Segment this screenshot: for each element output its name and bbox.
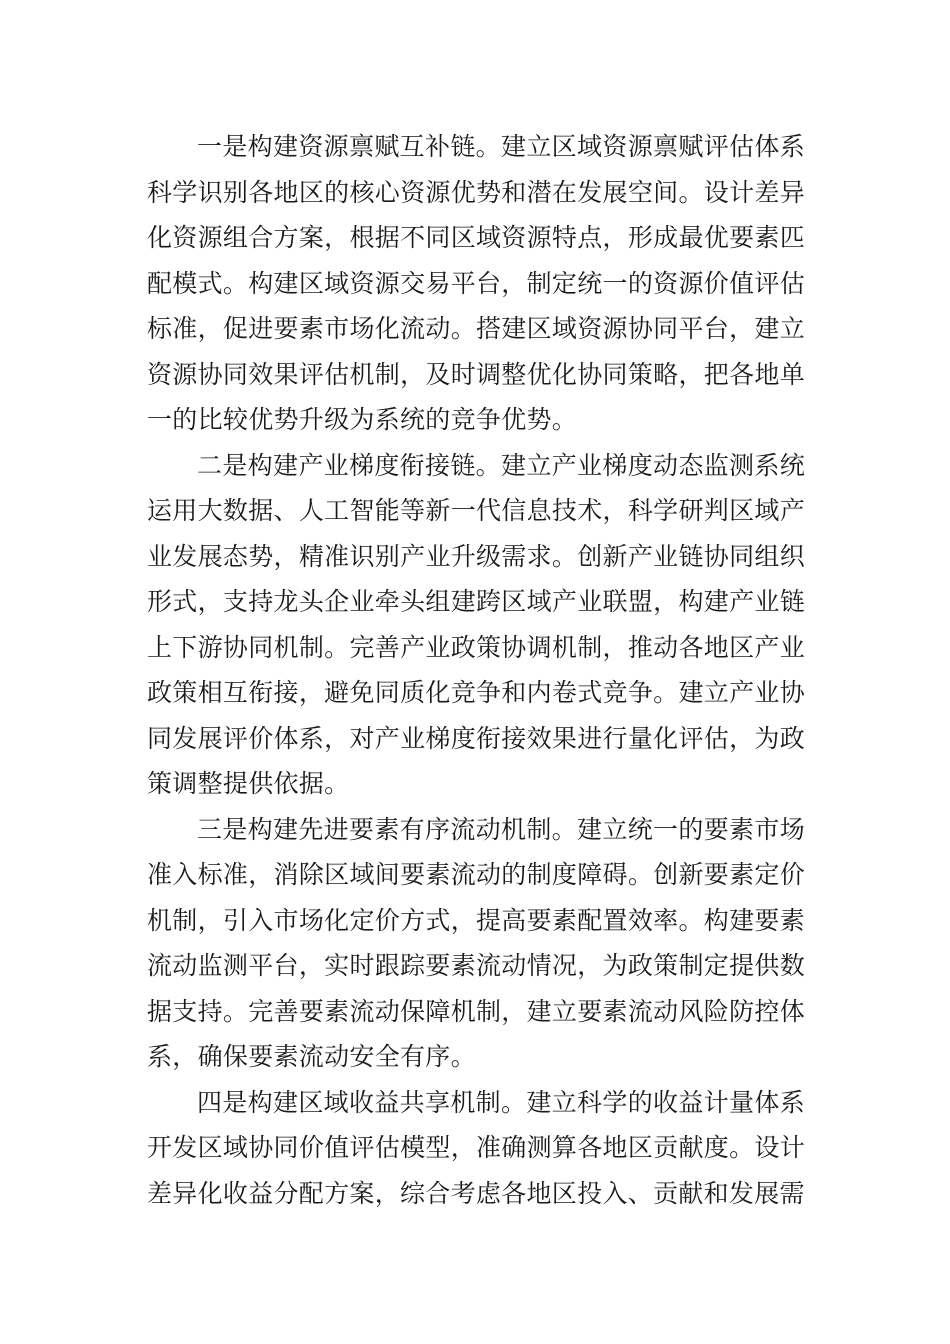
paragraph-benefit-sharing: 四是构建区域收益共享机制。建立科学的收益计量体系开发区域协同价值评估模型，准确测算各地区贡献度。设计差异化收益分配方案，综合考虑各地区投入、贡献和发展需 (147, 1087, 805, 1208)
paragraph-industry-gradient: 二是构建产业梯度衔接链。建立产业梯度动态监测系统运用大数据、人工智能等新一代信息技术，科学研判区域产业发展态势，精准识别产业升级需求。创新产业链协同组织形式，支持龙头企业牵头组建跨区域产业联盟，构建产业链上下游协同机制。完善产业政策协调机制，推动各地区产业政策相互衔接，避免同质化竞争和内卷式竞争。建立产业协同发展评价体系，对产业梯度衔接效果进行量化评估，为政策调整提供依据。 (147, 450, 805, 798)
paragraph-factor-flow: 三是构建先进要素有序流动机制。建立统一的要素市场准入标准，消除区域间要素流动的制度障碍。创新要素定价机制，引入市场化定价方式，提高要素配置效率。构建要素流动监测平台，实时跟踪要素流动情况，为政策制定提供数据支持。完善要素流动保障机制，建立要素流动风险防控体系，确保要素流动安全有序。 (147, 814, 805, 1071)
paragraph-resource-endowment: 一是构建资源禀赋互补链。建立区域资源禀赋评估体系科学识别各地区的核心资源优势和潜在发展空间。设计差异化资源组合方案，根据不同区域资源特点，形成最优要素匹配模式。构建区域资源交易平台，制定统一的资源价值评估标准，促进要素市场化流动。搭建区域资源协同平台，建立资源协同效果评估机制，及时调整优化协同策略，把各地单一的比较优势升级为系统的竞争优势。 (147, 132, 805, 434)
document-body (147, 124, 805, 1216)
